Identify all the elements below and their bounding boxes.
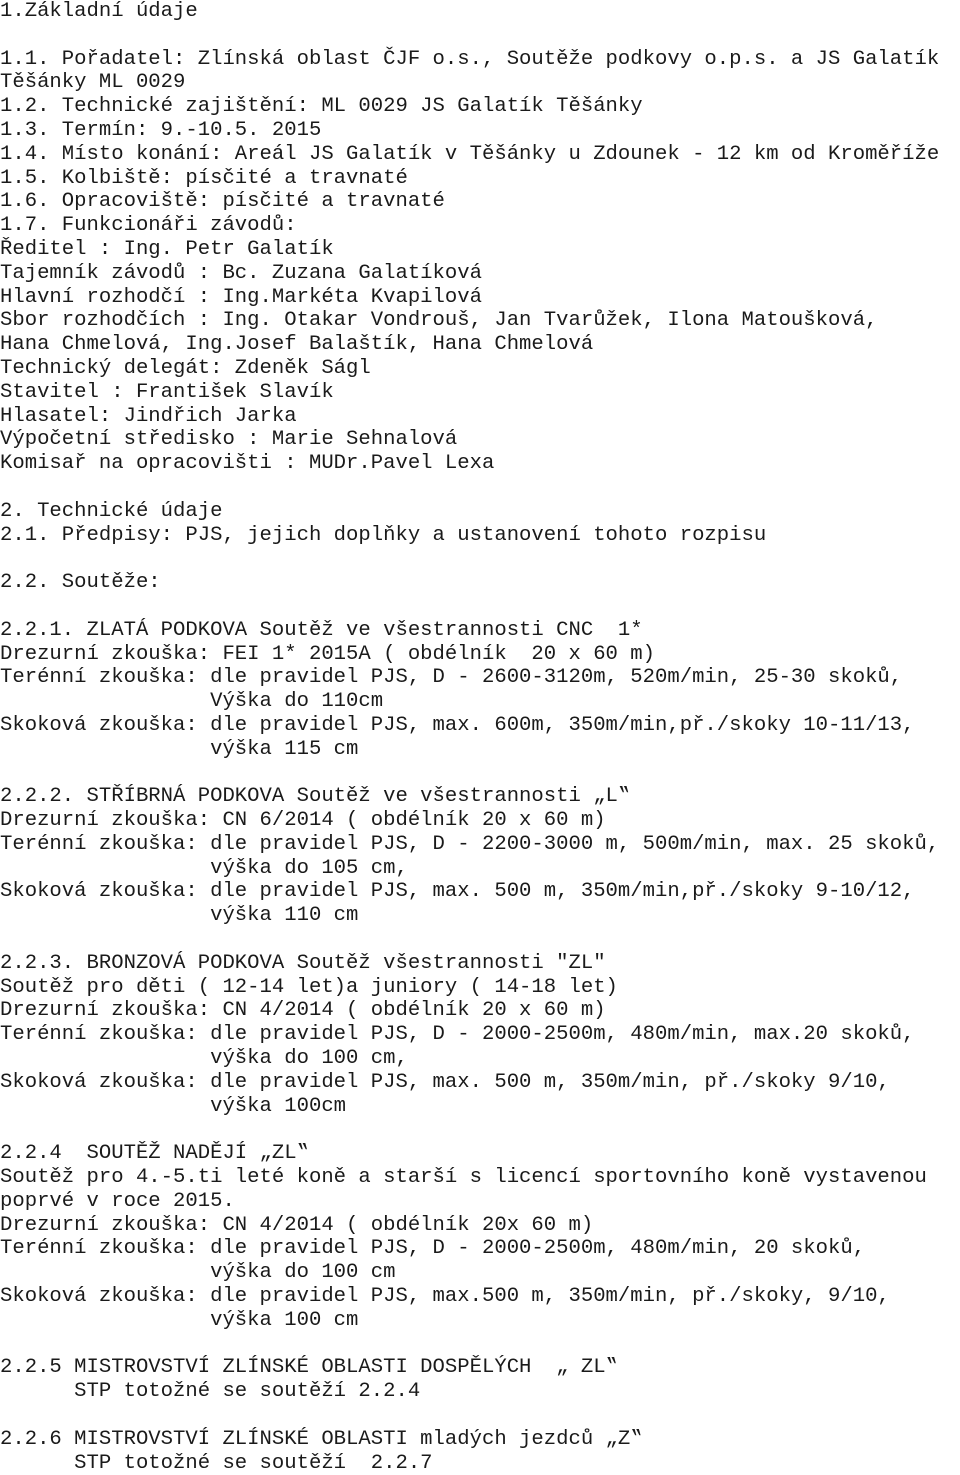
blank-line [0,928,960,952]
text-line: Drezurní zkouška: FEI 1* 2015A ( obdélník 20 x 60 m) [0,642,655,666]
text-line: 2.2.5 MISTROVSTVÍ ZLÍNSKÉ OBLASTI DOSPĚLÝCH „ ZL‟ [0,1356,618,1380]
text-line: Skoková zkouška: dle pravidel PJS, max.500 m, 350m/min, př./skoky, 9/10, [0,1285,890,1309]
text-line: výška do 105 cm, [0,856,408,880]
text-line: 1.7. Funkcionáři závodů: [0,214,297,238]
text-line: Hlavní rozhodčí : Ing.Markéta Kvapilová [0,285,482,309]
text-line: výška do 100 cm [0,1261,396,1285]
text-line: Těšánky ML 0029 [0,71,186,95]
text-line: Skoková zkouška: dle pravidel PJS, max. 500 m, 350m/min,př./skoky 9-10/12, [0,880,915,904]
text-line: Terénní zkouška: dle pravidel PJS, D - 2200-3000 m, 500m/min, max. 25 skoků, [0,832,940,856]
text-line: 1.1. Pořadatel: Zlínská oblast ČJF o.s., Soutěže podkovy o.p.s. a JS Galatík [0,47,940,71]
text-line: Komisař na opracovišti : MUDr.Pavel Lexa [0,452,495,476]
text-line: 1.4. Místo konání: Areál JS Galatík v Těšánky u Zdounek - 12 km od Kroměříže [0,142,940,166]
text-line: Skoková zkouška: dle pravidel PJS, max. 500 m, 350m/min, př./skoky 9/10, [0,1070,890,1094]
text-line: výška 100 cm [0,1308,359,1332]
text-line: 2. Technické údaje [0,499,223,523]
blank-line [0,1404,960,1428]
text-line: 2.2.1. ZLATÁ PODKOVA Soutěž ve všestrannosti CNC 1* [0,618,643,642]
text-line: Drezurní zkouška: CN 4/2014 ( obdélník 20 x 60 m) [0,999,606,1023]
text-line: Terénní zkouška: dle pravidel PJS, D - 2000-2500m, 480m/min, 20 skoků, [0,1237,866,1261]
blank-line [0,476,960,500]
text-line: výška 110 cm [0,904,359,928]
text-line: poprvé v roce 2015. [0,1189,235,1213]
text-line: STP totožné se soutěží 2.2.4 [0,1380,421,1404]
text-line: STP totožné se soutěží 2.2.7 [0,1451,433,1475]
text-line: 2.2.2. STŘÍBRNÁ PODKOVA Soutěž ve všestrannosti „L‟ [0,785,631,809]
text-line: výška 115 cm [0,737,359,761]
text-line: Výpočetní středisko : Marie Sehnalová [0,428,458,452]
text-line: Terénní zkouška: dle pravidel PJS, D - 2600-3120m, 520m/min, 25-30 skoků, [0,666,903,690]
text-line: 1.3. Termín: 9.-10.5. 2015 [0,118,322,142]
text-line: výška 100cm [0,1094,347,1118]
text-line: 1.6. Opracoviště: písčité a travnaté [0,190,445,214]
text-line: Drezurní zkouška: CN 4/2014 ( obdélník 20x 60 m) [0,1213,594,1237]
text-line: Tajemník závodů : Bc. Zuzana Galatíková [0,261,482,285]
text-line: Ředitel : Ing. Petr Galatík [0,237,334,261]
text-line: Terénní zkouška: dle pravidel PJS, D - 2000-2500m, 480m/min, max.20 skoků, [0,1023,915,1047]
text-line: Stavitel : František Slavík [0,380,334,404]
text-line: Drezurní zkouška: CN 6/2014 ( obdélník 20 x 60 m) [0,809,606,833]
blank-line [0,762,960,786]
text-line: 1.2. Technické zajištění: ML 0029 JS Galatík Těšánky [0,95,643,119]
blank-line [0,1118,960,1142]
blank-line [0,1333,960,1357]
text-line: Technický delegát: Zdeněk Ságl [0,356,371,380]
text-line: 2.2. Soutěže: [0,571,161,595]
text-line: Skoková zkouška: dle pravidel PJS, max. 600m, 350m/min,př./skoky 10-11/13, [0,713,915,737]
text-line: výška do 100 cm, [0,1047,408,1071]
text-line: Soutěž pro 4.-5.ti leté koně a starší s licencí sportovního koně vystavenou [0,1166,927,1190]
text-line: Soutěž pro děti ( 12-14 let)a juniory ( 14-18 let) [0,975,618,999]
text-line: Hlasatel: Jindřich Jarka [0,404,297,428]
blank-line [0,24,960,48]
text-line: Hana Chmelová, Ing.Josef Balaštík, Hana Chmelová [0,333,594,357]
blank-line [0,595,960,619]
text-line: 2.2.6 MISTROVSTVÍ ZLÍNSKÉ OBLASTI mladých jezdců „Z‟ [0,1427,643,1451]
text-line: Výška do 110cm [0,690,384,714]
text-line: 2.2.3. BRONZOVÁ PODKOVA Soutěž všestrannosti "ZL" [0,951,606,975]
text-line: 1.5. Kolbiště: písčité a travnaté [0,166,408,190]
text-line: 2.1. Předpisy: PJS, jejich doplňky a ustanovení tohoto rozpisu [0,523,767,547]
text-line: 1.Základní údaje [0,0,198,23]
blank-line [0,547,960,571]
text-line: Sbor rozhodčích : Ing. Otakar Vondrouš, Jan Tvarůžek, Ilona Matoušková, [0,309,878,333]
text-line: 2.2.4 SOUTĚŽ NADĚJÍ „ZL‟ [0,1142,309,1166]
